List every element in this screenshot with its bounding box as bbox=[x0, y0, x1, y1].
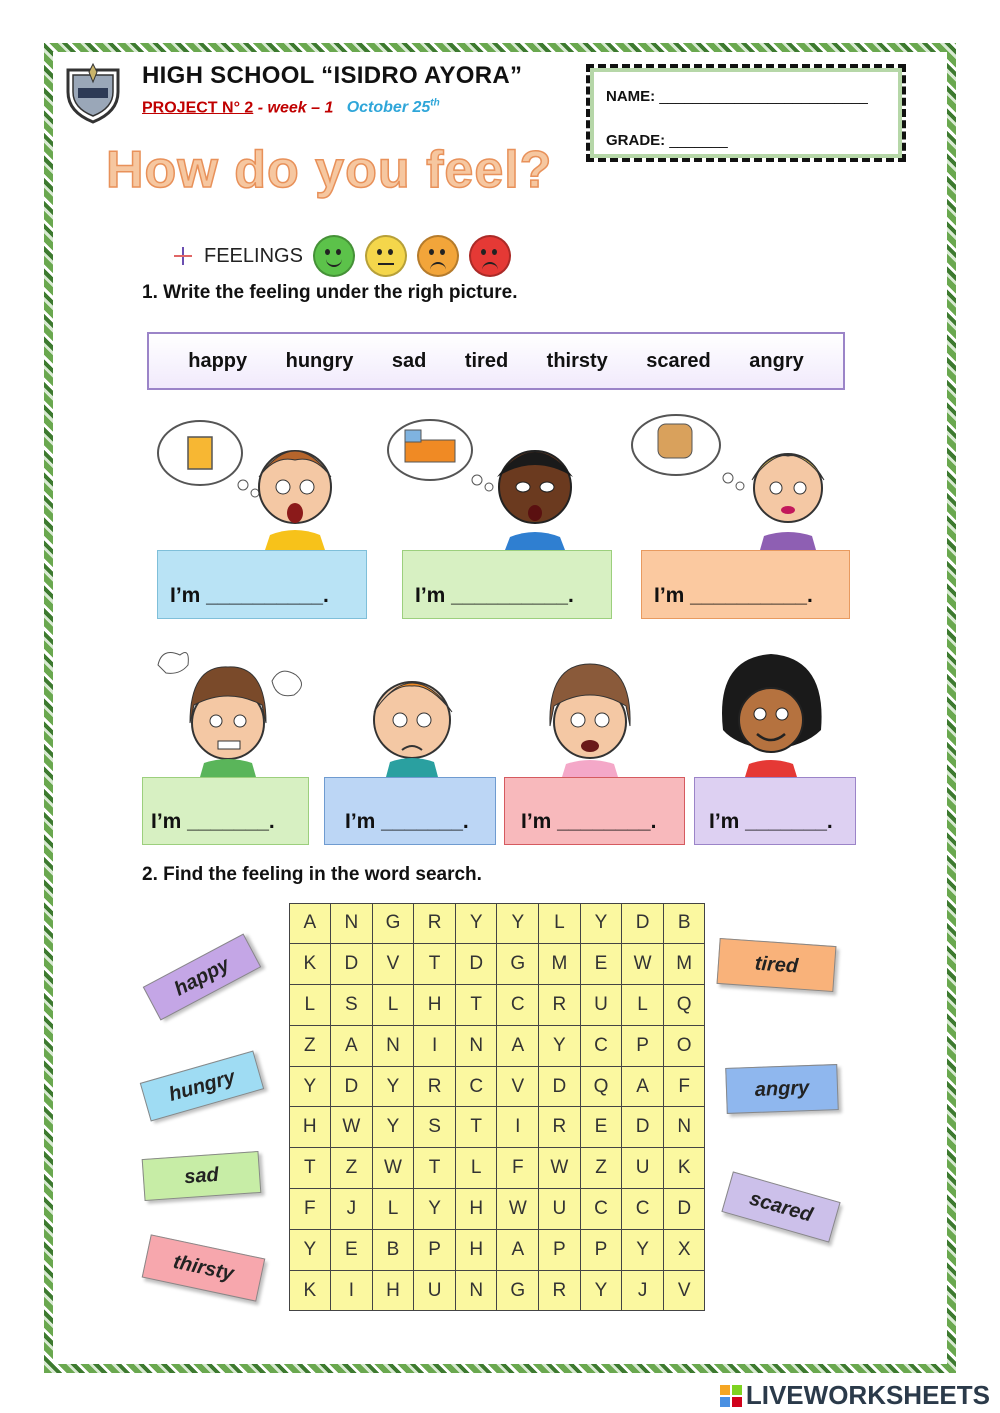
grid-cell[interactable]: L bbox=[372, 1188, 415, 1230]
grid-cell[interactable]: M bbox=[538, 943, 581, 985]
answer-box[interactable] bbox=[504, 777, 685, 845]
grid-cell[interactable]: Y bbox=[580, 903, 623, 945]
grid-cell[interactable]: K bbox=[663, 1147, 706, 1189]
name-grade-box bbox=[586, 64, 906, 162]
grid-cell[interactable]: W bbox=[496, 1188, 539, 1230]
grid-cell[interactable]: Z bbox=[580, 1147, 623, 1189]
grid-cell[interactable]: A bbox=[496, 1229, 539, 1271]
grid-cell[interactable]: I bbox=[413, 1025, 456, 1067]
grid-cell[interactable]: T bbox=[413, 1147, 456, 1189]
grid-cell[interactable]: Y bbox=[455, 903, 498, 945]
grid-cell[interactable]: C bbox=[580, 1025, 623, 1067]
word-bank bbox=[147, 332, 845, 390]
grid-cell[interactable]: D bbox=[330, 1066, 373, 1108]
grid-cell[interactable]: E bbox=[580, 1106, 623, 1148]
grid-cell[interactable]: V bbox=[496, 1066, 539, 1108]
grid-cell[interactable]: W bbox=[538, 1147, 581, 1189]
grid-cell[interactable]: J bbox=[330, 1188, 373, 1230]
grid-cell[interactable]: W bbox=[621, 943, 664, 985]
grid-cell[interactable]: G bbox=[372, 903, 415, 945]
happy-girl-picture bbox=[715, 650, 830, 777]
project-number: PROJECT N° 2 bbox=[142, 99, 254, 117]
grid-cell[interactable]: U bbox=[538, 1188, 581, 1230]
grid-cell[interactable]: U bbox=[580, 984, 623, 1026]
date-label bbox=[347, 99, 440, 116]
grid-cell[interactable]: D bbox=[455, 943, 498, 985]
grid-cell[interactable]: J bbox=[621, 1270, 664, 1312]
happy-face-icon bbox=[313, 235, 355, 277]
grid-cell[interactable]: R bbox=[538, 1270, 581, 1312]
grid-cell[interactable]: C bbox=[455, 1066, 498, 1108]
angry-girl-picture bbox=[150, 645, 310, 777]
grade-label: GRADE: bbox=[606, 132, 666, 149]
word-tag-sad[interactable] bbox=[142, 1151, 262, 1201]
grid-cell[interactable]: L bbox=[289, 984, 332, 1026]
answer-box[interactable] bbox=[157, 550, 367, 619]
tired-boy-picture bbox=[385, 415, 595, 550]
grid-cell[interactable]: Y bbox=[289, 1066, 332, 1108]
word-bank-item: sad bbox=[391, 349, 427, 372]
answer-box[interactable] bbox=[402, 550, 612, 619]
grid-cell[interactable]: D bbox=[663, 1188, 706, 1230]
grid-cell[interactable]: U bbox=[413, 1270, 456, 1312]
grid-cell[interactable]: V bbox=[372, 943, 415, 985]
grid-cell[interactable]: N bbox=[455, 1025, 498, 1067]
sad-boy-picture bbox=[360, 650, 470, 777]
answer-box[interactable] bbox=[324, 777, 496, 845]
grid-cell[interactable]: S bbox=[330, 984, 373, 1026]
liveworksheets-watermark bbox=[720, 1380, 990, 1411]
word-tag-label: angry bbox=[754, 1076, 810, 1101]
grid-cell[interactable]: Y bbox=[372, 1106, 415, 1148]
page-title: How do you feel? bbox=[106, 141, 553, 199]
answer-text[interactable]: I’m __________. bbox=[654, 584, 813, 607]
grid-cell[interactable]: H bbox=[372, 1270, 415, 1312]
grid-cell[interactable]: N bbox=[372, 1025, 415, 1067]
school-crest-logo bbox=[64, 62, 122, 124]
grid-cell[interactable]: Y bbox=[580, 1270, 623, 1312]
answer-text[interactable]: I’m __________. bbox=[170, 584, 329, 607]
answer-text[interactable]: I’m _______. bbox=[151, 810, 275, 833]
grid-cell[interactable]: R bbox=[413, 1066, 456, 1108]
word-tag-angry[interactable] bbox=[725, 1064, 839, 1114]
liveworksheets-logo-icon bbox=[720, 1385, 742, 1407]
grid-cell[interactable]: O bbox=[663, 1025, 706, 1067]
instruction-1: 1. Write the feeling under the righ picture. bbox=[142, 282, 518, 303]
grid-cell[interactable]: C bbox=[580, 1188, 623, 1230]
word-tag-label: tired bbox=[754, 952, 799, 977]
grid-cell[interactable]: R bbox=[538, 1106, 581, 1148]
grid-cell[interactable]: N bbox=[455, 1270, 498, 1312]
grid-cell[interactable]: Z bbox=[289, 1025, 332, 1067]
word-tag-tired[interactable] bbox=[717, 938, 837, 992]
thirsty-boy-picture bbox=[155, 415, 365, 550]
grid-cell[interactable]: C bbox=[621, 1188, 664, 1230]
grid-cell[interactable]: P bbox=[580, 1229, 623, 1271]
name-row[interactable] bbox=[606, 88, 868, 105]
grade-row[interactable] bbox=[606, 132, 728, 149]
word-tag-label: sad bbox=[183, 1163, 220, 1188]
feelings-row bbox=[172, 235, 511, 277]
word-bank-item: angry bbox=[749, 349, 804, 372]
word-bank-item: scared bbox=[646, 349, 711, 372]
name-field[interactable]: _________________________ bbox=[659, 88, 868, 105]
instruction-2: 2. Find the feeling in the word search. bbox=[142, 864, 482, 885]
grid-cell[interactable]: P bbox=[413, 1229, 456, 1271]
grid-cell[interactable]: I bbox=[330, 1270, 373, 1312]
grid-cell[interactable]: A bbox=[621, 1066, 664, 1108]
grid-cell[interactable]: Y bbox=[289, 1229, 332, 1271]
answer-text[interactable]: I’m _______. bbox=[345, 810, 469, 833]
word-tag-label: happy bbox=[170, 953, 233, 1001]
grid-cell[interactable]: D bbox=[538, 1066, 581, 1108]
grid-cell[interactable]: E bbox=[580, 943, 623, 985]
grid-cell[interactable]: D bbox=[621, 1106, 664, 1148]
grid-cell[interactable]: B bbox=[372, 1229, 415, 1271]
grid-cell[interactable]: H bbox=[455, 1229, 498, 1271]
hungry-girl-picture bbox=[628, 410, 838, 550]
grid-cell[interactable]: G bbox=[496, 943, 539, 985]
grid-cell[interactable]: F bbox=[289, 1188, 332, 1230]
grid-cell[interactable]: R bbox=[413, 903, 456, 945]
grid-cell[interactable]: H bbox=[289, 1106, 332, 1148]
grid-cell[interactable]: Q bbox=[580, 1066, 623, 1108]
project-sep: - bbox=[253, 99, 268, 117]
grid-cell[interactable]: K bbox=[289, 1270, 332, 1312]
week-label: week – 1 bbox=[267, 99, 334, 117]
date-suffix: th bbox=[430, 98, 440, 109]
grid-cell[interactable]: Q bbox=[663, 984, 706, 1026]
date-text: October 25 bbox=[346, 99, 431, 117]
watermark-text: LIVEWORKSHEETS bbox=[745, 1380, 990, 1410]
project-line bbox=[142, 98, 440, 117]
grid-cell[interactable]: Y bbox=[496, 903, 539, 945]
word-search-grid[interactable] bbox=[289, 903, 705, 1311]
grid-cell[interactable]: W bbox=[330, 1106, 373, 1148]
grid-cell[interactable]: R bbox=[538, 984, 581, 1026]
grid-cell[interactable]: E bbox=[330, 1229, 373, 1271]
grid-cell[interactable]: Z bbox=[330, 1147, 373, 1189]
neutral-face-icon bbox=[365, 235, 407, 277]
name-label: NAME: bbox=[606, 88, 656, 105]
grid-cell[interactable]: Y bbox=[538, 1025, 581, 1067]
grid-cell[interactable]: F bbox=[496, 1147, 539, 1189]
grid-cell[interactable]: Y bbox=[372, 1066, 415, 1108]
grid-cell[interactable]: B bbox=[663, 903, 706, 945]
grid-cell[interactable]: I bbox=[496, 1106, 539, 1148]
grid-cell[interactable]: L bbox=[538, 903, 581, 945]
answer-text[interactable]: I’m __________. bbox=[415, 584, 574, 607]
grid-cell[interactable]: C bbox=[496, 984, 539, 1026]
answer-box[interactable] bbox=[142, 777, 309, 845]
word-bank-item: thirsty bbox=[546, 349, 608, 372]
feelings-label: FEELINGS bbox=[204, 244, 303, 267]
grid-cell[interactable]: T bbox=[455, 1106, 498, 1148]
answer-box[interactable] bbox=[694, 777, 856, 845]
grid-cell[interactable]: T bbox=[289, 1147, 332, 1189]
grid-cell[interactable]: L bbox=[372, 984, 415, 1026]
grid-cell[interactable]: P bbox=[538, 1229, 581, 1271]
grid-cell[interactable]: P bbox=[621, 1025, 664, 1067]
grid-cell[interactable]: A bbox=[496, 1025, 539, 1067]
school-name: HIGH SCHOOL “ISIDRO AYORA” bbox=[142, 62, 523, 89]
grid-cell[interactable]: X bbox=[663, 1229, 706, 1271]
angry-face-icon bbox=[469, 235, 511, 277]
grid-cell[interactable]: D bbox=[621, 903, 664, 945]
grid-cell[interactable]: U bbox=[621, 1147, 664, 1189]
word-tag-label: thirsty bbox=[171, 1250, 236, 1285]
grid-cell[interactable]: V bbox=[663, 1270, 706, 1312]
grid-cell[interactable]: N bbox=[330, 903, 373, 945]
word-tag-label: hungry bbox=[166, 1065, 238, 1106]
word-tag-label: scared bbox=[747, 1187, 816, 1226]
word-bank-item: happy bbox=[188, 349, 248, 372]
grid-cell[interactable]: F bbox=[663, 1066, 706, 1108]
word-bank-item: hungry bbox=[285, 349, 354, 372]
answer-text[interactable]: I’m _______. bbox=[709, 810, 833, 833]
grid-cell[interactable]: A bbox=[330, 1025, 373, 1067]
grid-cell[interactable]: L bbox=[455, 1147, 498, 1189]
grid-cell[interactable]: T bbox=[413, 943, 456, 985]
grid-cell[interactable]: T bbox=[455, 984, 498, 1026]
grid-cell[interactable]: Y bbox=[413, 1188, 456, 1230]
grid-cell[interactable]: A bbox=[289, 903, 332, 945]
answer-box[interactable] bbox=[641, 550, 850, 619]
grid-cell[interactable]: K bbox=[289, 943, 332, 985]
scared-girl-picture bbox=[530, 650, 650, 777]
grade-field[interactable]: _______ bbox=[669, 132, 728, 149]
grid-cell[interactable]: M bbox=[663, 943, 706, 985]
grid-cell[interactable]: W bbox=[372, 1147, 415, 1189]
grid-cell[interactable]: G bbox=[496, 1270, 539, 1312]
sad-face-icon bbox=[417, 235, 459, 277]
answer-text[interactable]: I’m ________. bbox=[521, 810, 657, 833]
grid-cell[interactable]: H bbox=[455, 1188, 498, 1230]
grid-cell[interactable]: D bbox=[330, 943, 373, 985]
grid-cell[interactable]: L bbox=[621, 984, 664, 1026]
grid-cell[interactable]: Y bbox=[621, 1229, 664, 1271]
grid-cell[interactable]: H bbox=[413, 984, 456, 1026]
sparkle-icon bbox=[172, 245, 194, 267]
grid-cell[interactable]: S bbox=[413, 1106, 456, 1148]
word-bank-item: tired bbox=[464, 349, 509, 372]
grid-cell[interactable]: N bbox=[663, 1106, 706, 1148]
